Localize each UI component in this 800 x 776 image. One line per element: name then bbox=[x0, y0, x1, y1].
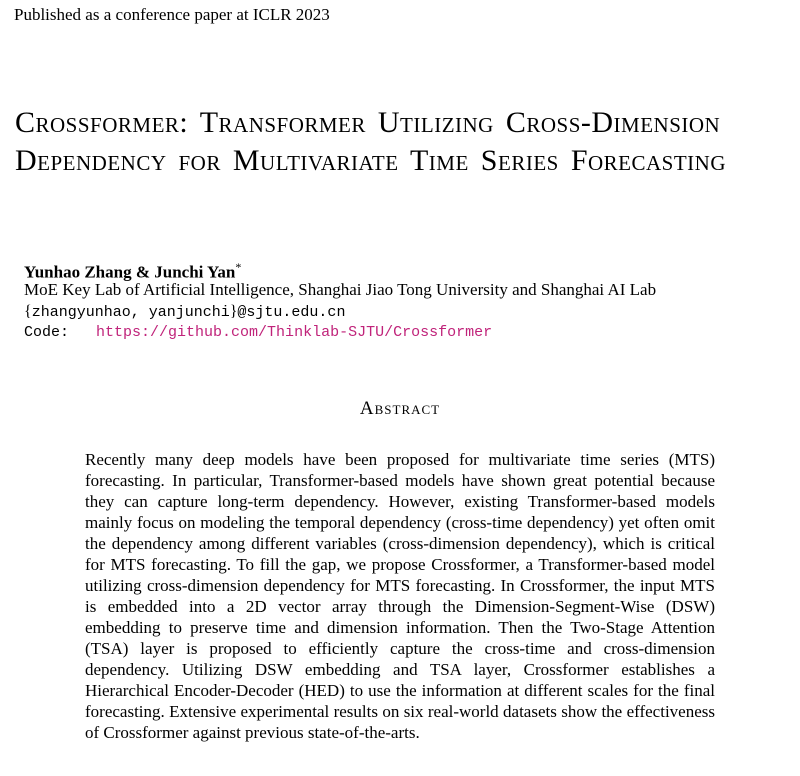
code-repository-link[interactable]: https://github.com/Thinklab-SJTU/Crossformer bbox=[96, 324, 493, 341]
email-domain: @sjtu.edu.cn bbox=[237, 304, 346, 321]
code-label: Code: bbox=[24, 324, 70, 341]
author-emails bbox=[24, 301, 345, 324]
email-user-names: zhangyunhao, yanjunchi bbox=[31, 304, 230, 321]
author-names-text: Yunhao Zhang & Junchi Yan bbox=[24, 262, 236, 282]
author-affiliation: MoE Key Lab of Artificial Intelligence, Shanghai Jiao Tong University and Shanghai AI Lab bbox=[24, 280, 657, 299]
paper-title: Crossformer: Transformer Utilizing Cross-Dimension Dependency for Multivariate Time Series Forecasting bbox=[15, 106, 727, 177]
email-close-brace: } bbox=[229, 303, 238, 320]
venue-note: Published as a conference paper at ICLR 2023 bbox=[14, 5, 330, 24]
corresponding-author-marker: * bbox=[235, 260, 242, 274]
abstract-heading: Abstract bbox=[359, 398, 441, 419]
code-line bbox=[24, 322, 492, 344]
abstract-text: Recently many deep models have been proposed for multivariate time series (MTS) forecasting. In particular, Transformer-based models have shown great potential because they can capture long-term dependency. However, existing Transformer-based models mainly focus on modeling the temporal dependency (cross-time dependency) yet often omit the dependency among different variables (cross-dimension dependency), which is critical for MTS forecasting. To fill the gap, we propose Crossformer, a Transformer-based model utilizing cross-dimension dependency for MTS forecasting. In Crossformer, the input MTS is embedded into a 2D vector array through the Dimension-Segment-Wise (DSW) embedding to preserve time and dimension information. Then the Two-Stage Attention (TSA) layer is proposed to efficiently capture the cross-time and cross-dimension dependency. Utilizing DSW embedding and TSA layer, Crossformer establishes a Hierarchical Encoder-Decoder (HED) to use the information at different scales for the final forecasting. Extensive experimental results on six real-world datasets show the effectiveness of Crossformer against previous state-of-the-arts. bbox=[85, 450, 715, 742]
email-open-brace: { bbox=[24, 303, 32, 320]
